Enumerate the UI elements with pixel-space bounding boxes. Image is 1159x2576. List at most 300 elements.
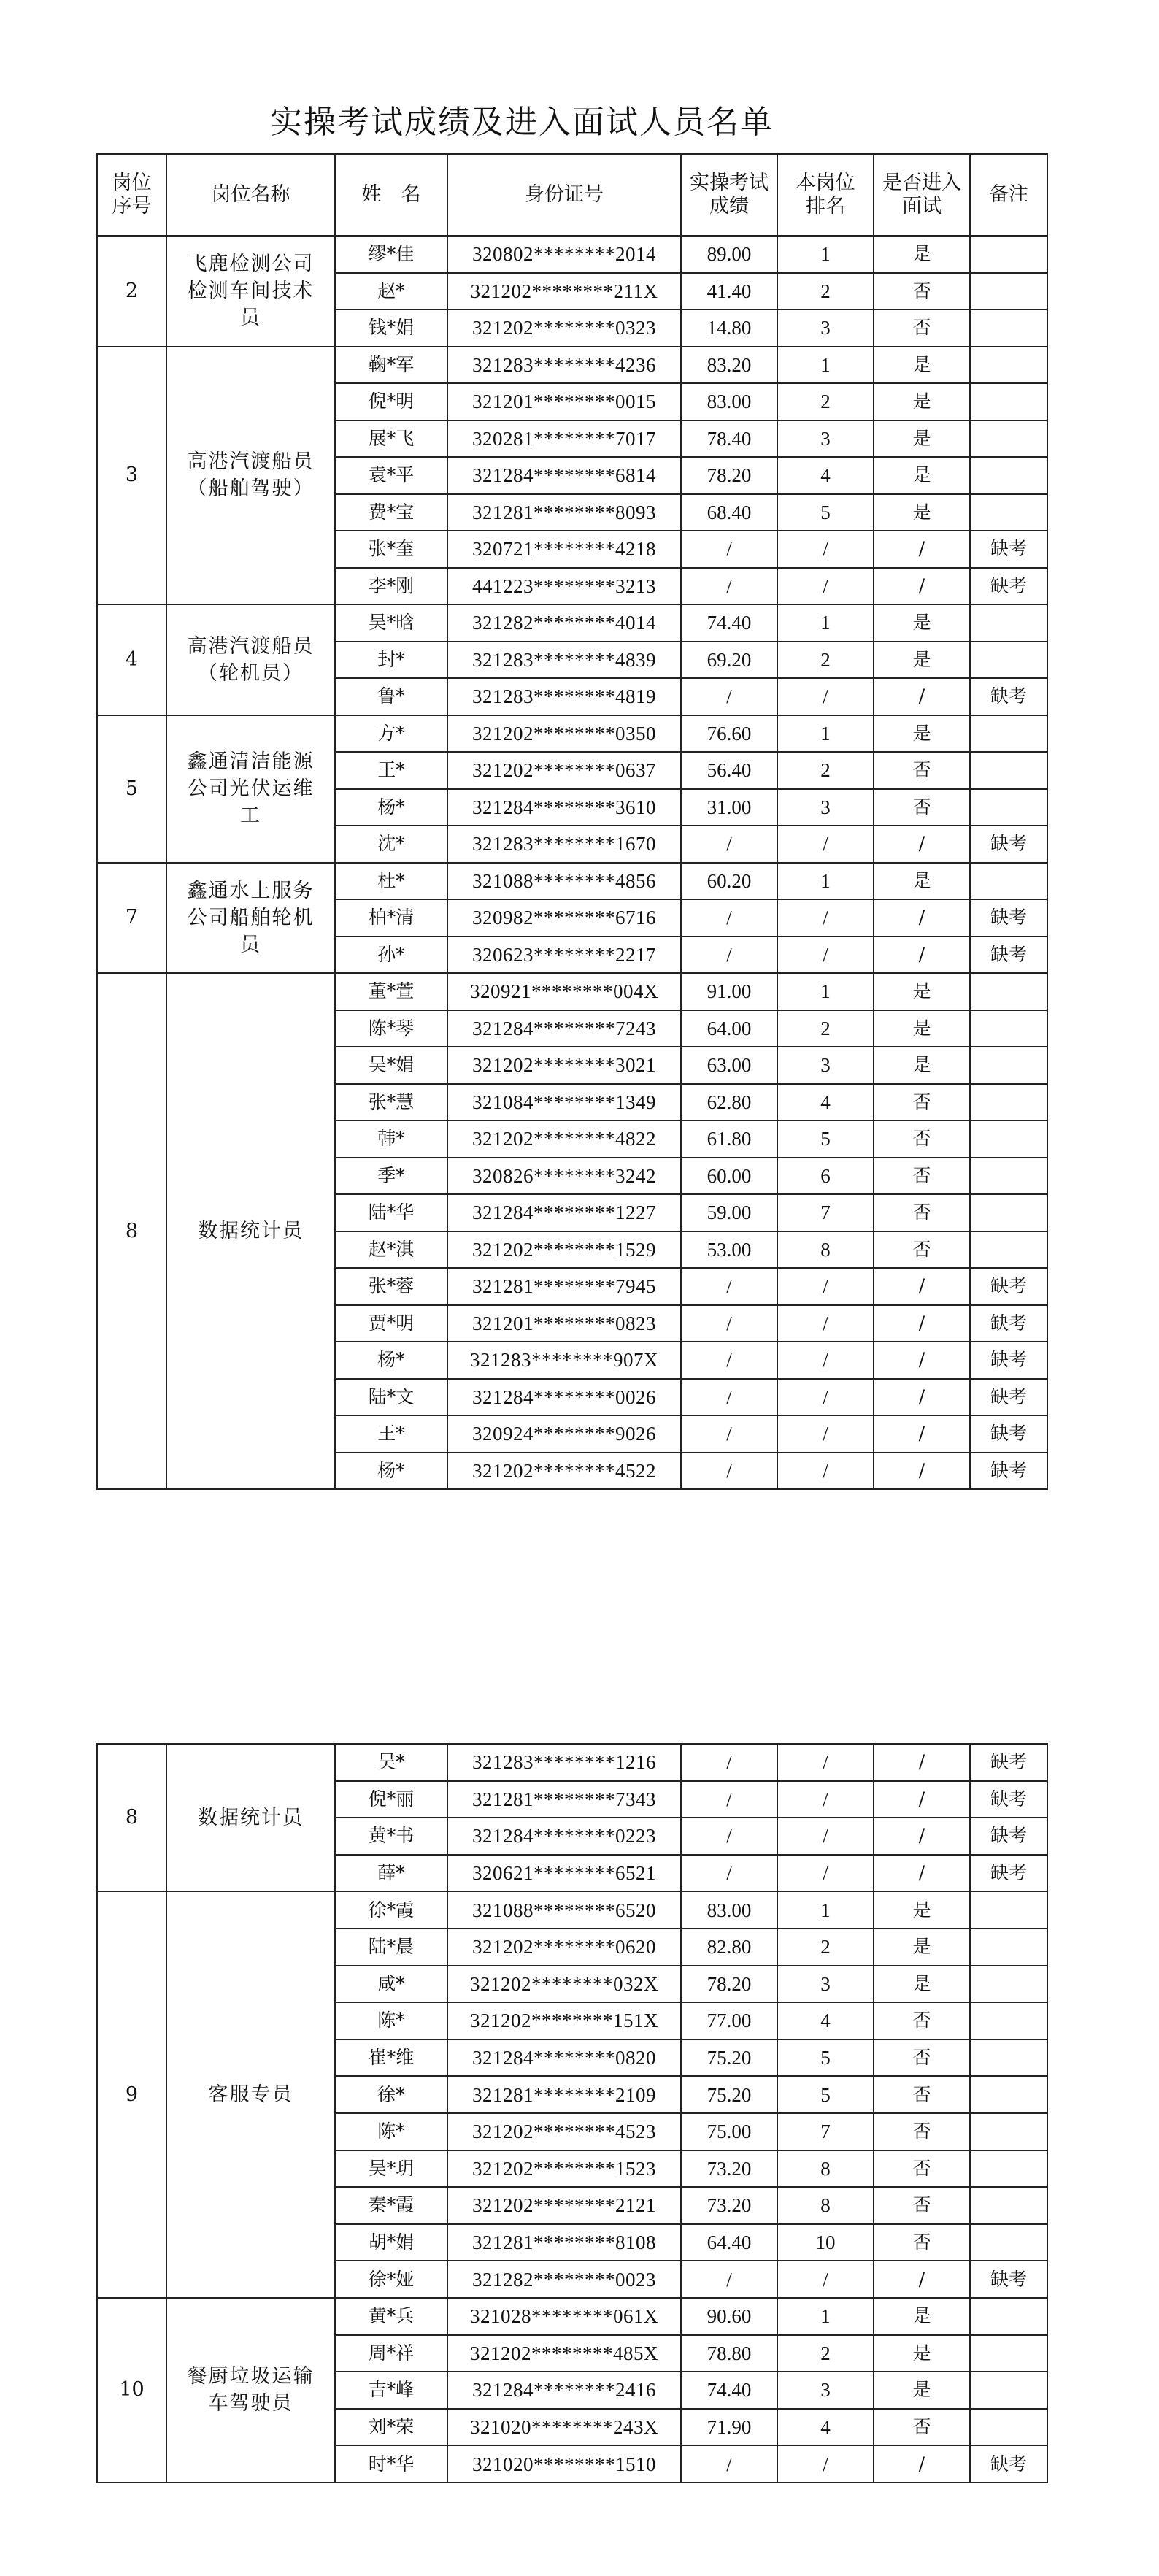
interview-cell: / (874, 1781, 970, 1818)
score-cell: 78.20 (681, 457, 777, 494)
note-cell (970, 1929, 1047, 1966)
interview-cell: / (874, 937, 970, 974)
score-cell: 91.00 (681, 973, 777, 1010)
id-cell: 321284********7243 (447, 1010, 681, 1047)
name-cell: 钱*娟 (335, 309, 447, 347)
interview-cell: 否 (874, 2409, 970, 2446)
table-row (97, 973, 1047, 1010)
rank-cell: 8 (777, 2150, 874, 2188)
score-cell: 62.80 (681, 1084, 777, 1121)
id-cell: 321201********0823 (447, 1305, 681, 1342)
name-cell: 陆*晨 (335, 1929, 447, 1966)
score-cell: / (681, 568, 777, 605)
note-cell: 缺考 (970, 1342, 1047, 1379)
score-cell: / (681, 2261, 777, 2298)
interview-cell: 是 (874, 2298, 970, 2335)
score-cell: 59.00 (681, 1194, 777, 1231)
name-cell: 柏*清 (335, 899, 447, 937)
id-cell: 321202********211X (447, 273, 681, 310)
interview-cell: 是 (874, 236, 970, 273)
id-cell: 320924********9026 (447, 1415, 681, 1453)
name-cell: 徐* (335, 2076, 447, 2113)
score-cell: 78.40 (681, 420, 777, 458)
name-cell: 鞠*军 (335, 347, 447, 384)
score-cell: 56.40 (681, 752, 777, 789)
name-cell: 刘*荣 (335, 2409, 447, 2446)
rank-cell: 10 (777, 2224, 874, 2261)
interview-cell: / (874, 1305, 970, 1342)
note-cell (970, 604, 1047, 642)
rank-cell: 1 (777, 863, 874, 900)
name-cell: 展*飞 (335, 420, 447, 458)
name-cell: 杨* (335, 789, 447, 826)
id-cell: 321281********2109 (447, 2076, 681, 2113)
name-cell: 黄*兵 (335, 2298, 447, 2335)
header-name: 姓 名 (335, 154, 447, 236)
name-cell: 费*宝 (335, 494, 447, 531)
interview-cell: / (874, 2261, 970, 2298)
rank-cell: 5 (777, 1120, 874, 1158)
id-cell: 320982********6716 (447, 899, 681, 937)
note-cell (970, 236, 1047, 273)
name-cell: 秦*霞 (335, 2187, 447, 2224)
name-cell: 咸* (335, 1966, 447, 2003)
id-cell: 321202********4822 (447, 1120, 681, 1158)
name-cell: 赵* (335, 273, 447, 310)
note-cell (970, 642, 1047, 679)
interview-cell: 是 (874, 863, 970, 900)
interview-cell: 是 (874, 1047, 970, 1084)
rank-cell: / (777, 531, 874, 568)
score-cell: 74.40 (681, 604, 777, 642)
score-cell: / (681, 899, 777, 937)
note-cell (970, 2335, 1047, 2372)
name-cell: 贾*明 (335, 1305, 447, 1342)
note-cell (970, 1194, 1047, 1231)
name-cell: 张*慧 (335, 1084, 447, 1121)
interview-cell: 否 (874, 2039, 970, 2077)
note-cell (970, 863, 1047, 900)
score-cell: 53.00 (681, 1231, 777, 1269)
id-cell: 321202********2121 (447, 2187, 681, 2224)
interview-cell: / (874, 1342, 970, 1379)
note-cell: 缺考 (970, 531, 1047, 568)
header-interview: 是否进入面试 (874, 154, 970, 236)
name-cell: 韩* (335, 1120, 447, 1158)
post-name-cell: 高港汽渡船员（船舶驾驶） (166, 347, 335, 605)
results-table-page2 (96, 1743, 1048, 2483)
score-cell: / (681, 937, 777, 974)
id-cell: 321281********8108 (447, 2224, 681, 2261)
interview-cell: 是 (874, 494, 970, 531)
id-cell: 320826********3242 (447, 1158, 681, 1195)
header-row (97, 154, 1047, 236)
note-cell: 缺考 (970, 1415, 1047, 1453)
rank-cell: 7 (777, 1194, 874, 1231)
rank-cell: 5 (777, 2039, 874, 2077)
score-cell: 60.00 (681, 1158, 777, 1195)
header-seq: 岗位序号 (97, 154, 166, 236)
id-cell: 321202********4522 (447, 1453, 681, 1490)
rank-cell: / (777, 1855, 874, 1892)
rank-cell: / (777, 1818, 874, 1855)
score-cell: 14.80 (681, 309, 777, 347)
table-row (97, 236, 1047, 273)
name-cell: 崔*维 (335, 2039, 447, 2077)
note-cell (970, 347, 1047, 384)
rank-cell: / (777, 1379, 874, 1416)
score-cell: 60.20 (681, 863, 777, 900)
score-cell: / (681, 1453, 777, 1490)
note-cell: 缺考 (970, 678, 1047, 715)
header-score: 实操考试成绩 (681, 154, 777, 236)
id-cell: 321283********4839 (447, 642, 681, 679)
note-cell (970, 494, 1047, 531)
score-cell: / (681, 1855, 777, 1892)
score-cell: 75.20 (681, 2076, 777, 2113)
interview-cell: 否 (874, 2113, 970, 2150)
score-cell: 73.20 (681, 2187, 777, 2224)
note-cell (970, 2187, 1047, 2224)
note-cell (970, 1084, 1047, 1121)
name-cell: 陈*琴 (335, 1010, 447, 1047)
interview-cell: / (874, 826, 970, 863)
id-cell: 321201********0015 (447, 383, 681, 420)
table-row (97, 715, 1047, 753)
post-seq-cell: 8 (97, 973, 166, 1489)
name-cell: 吴*玥 (335, 2150, 447, 2188)
note-cell (970, 309, 1047, 347)
post-name-cell: 高港汽渡船员（轮机员） (166, 604, 335, 715)
interview-cell: 是 (874, 1966, 970, 2003)
score-cell: 71.90 (681, 2409, 777, 2446)
name-cell: 鲁* (335, 678, 447, 715)
header-id: 身份证号 (447, 154, 681, 236)
rank-cell: 3 (777, 789, 874, 826)
rank-cell: 3 (777, 1047, 874, 1084)
score-cell: 90.60 (681, 2298, 777, 2335)
id-cell: 321283********1216 (447, 1744, 681, 1781)
post-name-cell: 餐厨垃圾运输车驾驶员 (166, 2298, 335, 2483)
name-cell: 张*奎 (335, 531, 447, 568)
id-cell: 321283********1670 (447, 826, 681, 863)
name-cell: 吴*娟 (335, 1047, 447, 1084)
note-cell (970, 2298, 1047, 2335)
interview-cell: / (874, 1268, 970, 1305)
interview-cell: 是 (874, 1891, 970, 1929)
table-body-page2 (97, 1744, 1047, 2483)
score-cell: 76.60 (681, 715, 777, 753)
id-cell: 320281********7017 (447, 420, 681, 458)
note-cell: 缺考 (970, 1744, 1047, 1781)
id-cell: 321283********4819 (447, 678, 681, 715)
post-name-cell: 飞鹿检测公司检测车间技术员 (166, 236, 335, 347)
note-cell: 缺考 (970, 937, 1047, 974)
rank-cell: 8 (777, 1231, 874, 1269)
table-row (97, 2298, 1047, 2335)
name-cell: 赵*淇 (335, 1231, 447, 1269)
note-cell: 缺考 (970, 1453, 1047, 1490)
interview-cell: 是 (874, 383, 970, 420)
name-cell: 袁*平 (335, 457, 447, 494)
id-cell: 321202********0323 (447, 309, 681, 347)
note-cell (970, 2076, 1047, 2113)
rank-cell: 3 (777, 2372, 874, 2409)
interview-cell: 否 (874, 2076, 970, 2113)
rank-cell: 3 (777, 420, 874, 458)
score-cell: / (681, 2445, 777, 2483)
interview-cell: 是 (874, 1929, 970, 1966)
rank-cell: / (777, 1781, 874, 1818)
rank-cell: 5 (777, 494, 874, 531)
name-cell: 季* (335, 1158, 447, 1195)
name-cell: 封* (335, 642, 447, 679)
interview-cell: 是 (874, 2372, 970, 2409)
note-cell (970, 2039, 1047, 2077)
header-post: 岗位名称 (166, 154, 335, 236)
interview-cell: / (874, 531, 970, 568)
interview-cell: / (874, 2445, 970, 2483)
score-cell: 82.80 (681, 1929, 777, 1966)
id-cell: 321202********1523 (447, 2150, 681, 2188)
rank-cell: / (777, 826, 874, 863)
id-cell: 321284********0026 (447, 1379, 681, 1416)
note-cell (970, 715, 1047, 753)
score-cell: 74.40 (681, 2372, 777, 2409)
post-seq-cell: 4 (97, 604, 166, 715)
id-cell: 321283********907X (447, 1342, 681, 1379)
id-cell: 320802********2014 (447, 236, 681, 273)
interview-cell: / (874, 899, 970, 937)
score-cell: 41.40 (681, 273, 777, 310)
id-cell: 321284********0820 (447, 2039, 681, 2077)
id-cell: 321202********1529 (447, 1231, 681, 1269)
note-cell (970, 1966, 1047, 2003)
interview-cell: 是 (874, 457, 970, 494)
rank-cell: 7 (777, 2113, 874, 2150)
interview-cell: 是 (874, 1010, 970, 1047)
id-cell: 321281********8093 (447, 494, 681, 531)
rank-cell: / (777, 1453, 874, 1490)
interview-cell: 否 (874, 752, 970, 789)
name-cell: 李*刚 (335, 568, 447, 605)
rank-cell: / (777, 937, 874, 974)
interview-cell: 否 (874, 1194, 970, 1231)
post-seq-cell: 8 (97, 1744, 166, 1891)
rank-cell: 4 (777, 2409, 874, 2446)
id-cell: 321202********4523 (447, 2113, 681, 2150)
id-cell: 321202********151X (447, 2002, 681, 2039)
note-cell (970, 1010, 1047, 1047)
id-cell: 321084********1349 (447, 1084, 681, 1121)
page-title: 实操考试成绩及进入面试人员名单 (270, 104, 774, 141)
note-cell (970, 2113, 1047, 2150)
note-cell (970, 2150, 1047, 2188)
note-cell: 缺考 (970, 826, 1047, 863)
rank-cell: / (777, 568, 874, 605)
rank-cell: 5 (777, 2076, 874, 2113)
name-cell: 沈* (335, 826, 447, 863)
score-cell: / (681, 1268, 777, 1305)
id-cell: 321202********485X (447, 2335, 681, 2372)
interview-cell: 否 (874, 2150, 970, 2188)
name-cell: 陆*华 (335, 1194, 447, 1231)
score-cell: 61.80 (681, 1120, 777, 1158)
name-cell: 董*萱 (335, 973, 447, 1010)
score-cell: 63.00 (681, 1047, 777, 1084)
score-cell: 89.00 (681, 236, 777, 273)
note-cell (970, 273, 1047, 310)
post-name-cell: 鑫通清洁能源公司光伏运维工 (166, 715, 335, 863)
interview-cell: / (874, 1453, 970, 1490)
score-cell: 75.20 (681, 2039, 777, 2077)
score-cell: 64.00 (681, 1010, 777, 1047)
id-cell: 321202********032X (447, 1966, 681, 2003)
name-cell: 王* (335, 752, 447, 789)
score-cell: 78.80 (681, 2335, 777, 2372)
interview-cell: 是 (874, 420, 970, 458)
post-seq-cell: 9 (97, 1891, 166, 2298)
rank-cell: / (777, 899, 874, 937)
note-cell (970, 2002, 1047, 2039)
table-body-page1 (97, 236, 1047, 1489)
score-cell: 77.00 (681, 2002, 777, 2039)
rank-cell: 6 (777, 1158, 874, 1195)
name-cell: 杨* (335, 1453, 447, 1490)
note-cell (970, 1158, 1047, 1195)
rank-cell: / (777, 678, 874, 715)
rank-cell: 2 (777, 1929, 874, 1966)
note-cell (970, 1891, 1047, 1929)
interview-cell: / (874, 1818, 970, 1855)
note-cell: 缺考 (970, 1268, 1047, 1305)
interview-cell: / (874, 1855, 970, 1892)
name-cell: 徐*霞 (335, 1891, 447, 1929)
interview-cell: / (874, 1744, 970, 1781)
rank-cell: / (777, 1305, 874, 1342)
note-cell: 缺考 (970, 1781, 1047, 1818)
name-cell: 吉*峰 (335, 2372, 447, 2409)
rank-cell: 4 (777, 457, 874, 494)
note-cell (970, 2224, 1047, 2261)
interview-cell: 是 (874, 2335, 970, 2372)
name-cell: 陈* (335, 2002, 447, 2039)
id-cell: 321202********0620 (447, 1929, 681, 1966)
post-seq-cell: 10 (97, 2298, 166, 2483)
table-row (97, 604, 1047, 642)
note-cell (970, 383, 1047, 420)
note-cell (970, 420, 1047, 458)
id-cell: 321202********3021 (447, 1047, 681, 1084)
name-cell: 陈* (335, 2113, 447, 2150)
score-cell: / (681, 1415, 777, 1453)
interview-cell: 是 (874, 973, 970, 1010)
interview-cell: 是 (874, 604, 970, 642)
interview-cell: 否 (874, 2187, 970, 2224)
score-cell: 69.20 (681, 642, 777, 679)
post-name-cell: 客服专员 (166, 1891, 335, 2298)
score-cell: 68.40 (681, 494, 777, 531)
note-cell (970, 1047, 1047, 1084)
interview-cell: 否 (874, 1120, 970, 1158)
header-note: 备注 (970, 154, 1047, 236)
rank-cell: / (777, 1342, 874, 1379)
score-cell: / (681, 678, 777, 715)
id-cell: 321283********4236 (447, 347, 681, 384)
id-cell: 321202********0637 (447, 752, 681, 789)
id-cell: 321284********6814 (447, 457, 681, 494)
interview-cell: / (874, 568, 970, 605)
rank-cell: 4 (777, 1084, 874, 1121)
post-name-cell: 鑫通水上服务公司船舶轮机员 (166, 863, 335, 974)
interview-cell: 否 (874, 2002, 970, 2039)
rank-cell: / (777, 2445, 874, 2483)
rank-cell: 2 (777, 273, 874, 310)
name-cell: 杨* (335, 1342, 447, 1379)
interview-cell: / (874, 1415, 970, 1453)
id-cell: 320621********6521 (447, 1855, 681, 1892)
id-cell: 320921********004X (447, 973, 681, 1010)
results-table-page1 (96, 153, 1048, 1490)
note-cell: 缺考 (970, 2445, 1047, 2483)
rank-cell: 3 (777, 309, 874, 347)
score-cell: 73.20 (681, 2150, 777, 2188)
post-seq-cell: 7 (97, 863, 166, 974)
id-cell: 321281********7945 (447, 1268, 681, 1305)
name-cell: 王* (335, 1415, 447, 1453)
rank-cell: 1 (777, 347, 874, 384)
post-name-cell: 数据统计员 (166, 973, 335, 1489)
name-cell: 倪*丽 (335, 1781, 447, 1818)
interview-cell: 否 (874, 789, 970, 826)
rank-cell: 1 (777, 973, 874, 1010)
rank-cell: 4 (777, 2002, 874, 2039)
name-cell: 薛* (335, 1855, 447, 1892)
note-cell (970, 752, 1047, 789)
score-cell: / (681, 1744, 777, 1781)
score-cell: 78.20 (681, 1966, 777, 2003)
id-cell: 321020********243X (447, 2409, 681, 2446)
id-cell: 441223********3213 (447, 568, 681, 605)
interview-cell: 是 (874, 715, 970, 753)
table-row (97, 1891, 1047, 1929)
interview-cell: 是 (874, 642, 970, 679)
name-cell: 吴* (335, 1744, 447, 1781)
name-cell: 黄*书 (335, 1818, 447, 1855)
score-cell: / (681, 1305, 777, 1342)
interview-cell: 否 (874, 1231, 970, 1269)
rank-cell: 8 (777, 2187, 874, 2224)
id-cell: 321284********3610 (447, 789, 681, 826)
note-cell: 缺考 (970, 568, 1047, 605)
note-cell: 缺考 (970, 1855, 1047, 1892)
score-cell: / (681, 1379, 777, 1416)
id-cell: 321284********0223 (447, 1818, 681, 1855)
post-seq-cell: 3 (97, 347, 166, 605)
post-seq-cell: 5 (97, 715, 166, 863)
interview-cell: 是 (874, 347, 970, 384)
name-cell: 孙* (335, 937, 447, 974)
post-seq-cell: 2 (97, 236, 166, 347)
score-cell: 83.00 (681, 1891, 777, 1929)
note-cell (970, 457, 1047, 494)
score-cell: / (681, 1818, 777, 1855)
interview-cell: / (874, 1379, 970, 1416)
name-cell: 陆*文 (335, 1379, 447, 1416)
rank-cell: 2 (777, 1010, 874, 1047)
score-cell: 31.00 (681, 789, 777, 826)
name-cell: 胡*娟 (335, 2224, 447, 2261)
